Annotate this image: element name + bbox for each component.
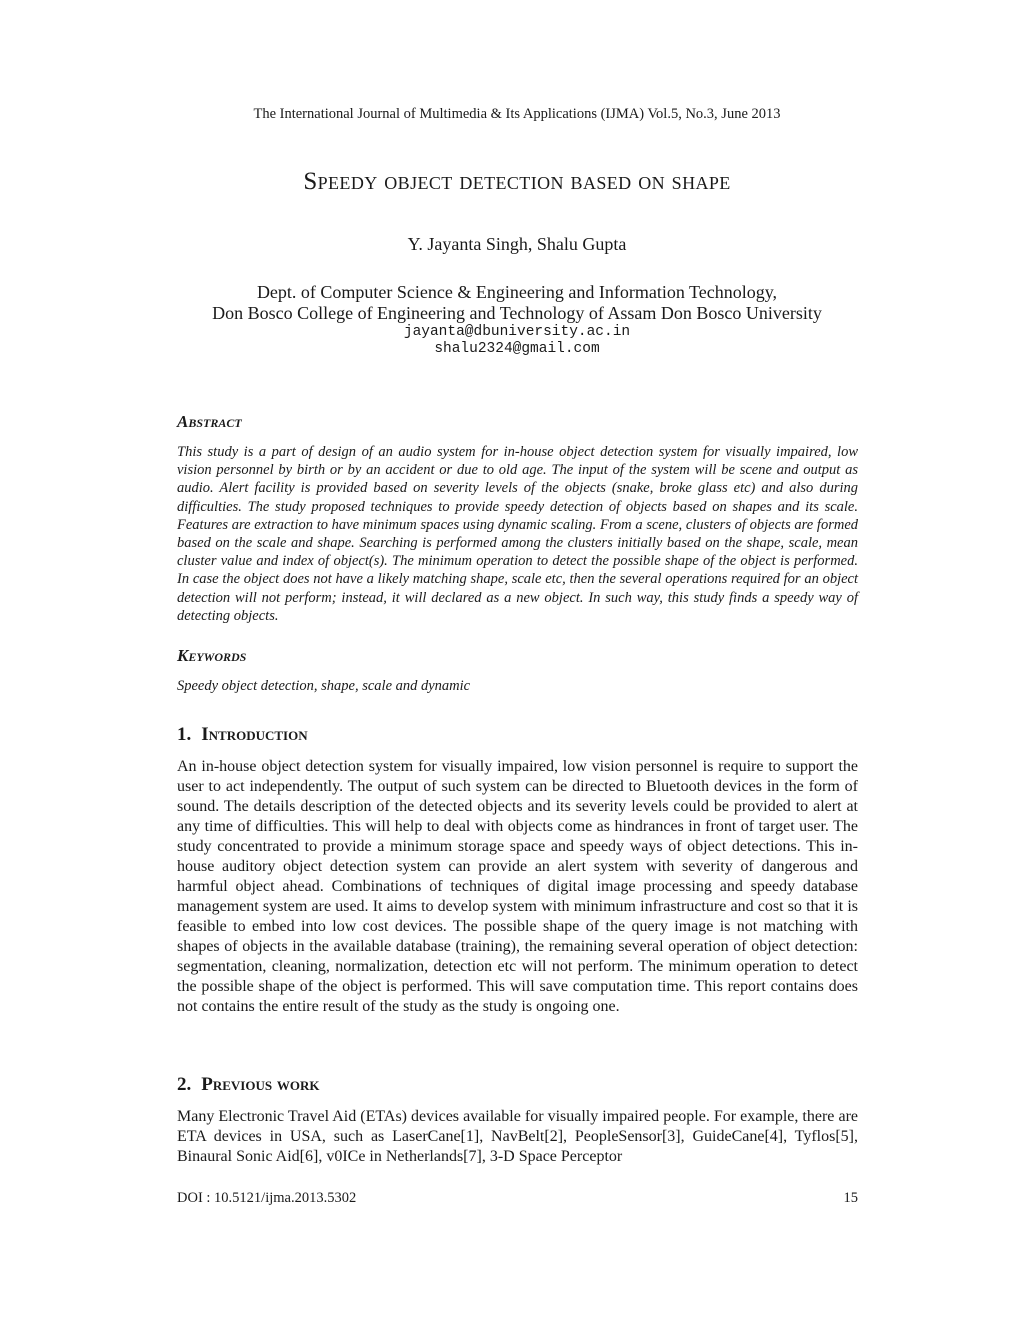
affiliation-line-2: Don Bosco College of Engineering and Technology of Assam Don Bosco University bbox=[212, 303, 822, 323]
footer-doi[interactable]: DOI : 10.5121/ijma.2013.5302 bbox=[177, 1190, 357, 1206]
section-heading-introduction bbox=[177, 724, 858, 746]
section-number: 2. bbox=[177, 1074, 192, 1095]
abstract-heading: Abstract bbox=[177, 412, 242, 431]
section-number: 1. bbox=[177, 724, 192, 745]
author-email-1[interactable]: jayanta@dbuniversity.ac.in bbox=[403, 324, 631, 340]
affiliation-line-1: Dept. of Computer Science & Engineering and Information Technology, bbox=[256, 282, 778, 302]
affiliation-block bbox=[0, 282, 1024, 358]
abstract-heading-block bbox=[177, 412, 858, 432]
keywords-text: Speedy object detection, shape, scale and dynamic bbox=[177, 678, 471, 694]
introduction-text: An in-house object detection system for visually impaired, low vision personnel is require to support the user to act independently. The output of such system can be directed to Bluetooth devices in the form of sound. The details description of the detected objects and its severity levels could be provided to alert at any time of difficulties. This will help to deal with objects come as hindrances in front of target user. The study concentrated to provide a minimum storage space and speedy ways of object detections. This in-house auditory object detection system can provide an alert system with severity of dangerous and harmful object ahead. Combinations of techniques of digital image processing and speedy database management system are used. It aims to develop system with minimum infrastructure and cost so that it is feasible to embed into low cost devices. The possible shape of the query image is not matching with shapes of objects in the available database (training), the remaining several operation of object detection: segmentation, cleaning, normalization, detection etc will not perform. The minimum operation to detect the possible shape of the object is performed. This will save computation time. This report contains does not contains the entire result of the study as the study is ongoing one. bbox=[177, 758, 858, 1015]
keywords-heading-block bbox=[177, 646, 858, 666]
author-email-2[interactable]: shalu2324@gmail.com bbox=[434, 341, 600, 357]
paper-authors: Y. Jayanta Singh, Shalu Gupta bbox=[407, 234, 627, 254]
section-title: Previous work bbox=[201, 1074, 320, 1095]
abstract-text: This study is a part of design of an audio system for in-house object detection system for visually impaired, low vision personnel by birth or by an accident or due to old age. The input of the system will be scene and output as audio. Alert facility is provided based on severity levels of the objects (snake, broke glass etc) and also during difficulties. The study proposed techniques to provide speedy detection of objects based on shapes and its scale. Features are extraction to have minimum spaces using dynamic scaling. From a scene, clusters of objects are formed based on the scale and shape. Searching is performed among the clusters initially based on the shape, scale, mean cluster value and index of object(s). The minimum operation to detect the possible shape of the object is performed. In case the object does not have a likely matching shape, scale etc, then the several operations required for an object detection will not perform; instead, it will declared as a new object. In such way, this study finds a speedy way of detecting objects. bbox=[177, 444, 858, 624]
section-title: Introduction bbox=[201, 724, 308, 745]
previous-work-text: Many Electronic Travel Aid (ETAs) devices available for visually impaired people. For example, there are ETA devices in USA, such as LaserCane[1], NavBelt[2], PeopleSensor[3], GuideCane[4], Tyflos[5], Binaural Sonic Aid[6], v0ICe in Netherlands[7], 3-D Space Perceptor bbox=[177, 1108, 858, 1165]
previous-work-body bbox=[177, 1107, 858, 1167]
keywords-heading: Keywords bbox=[177, 646, 247, 665]
page-number: 15 bbox=[843, 1190, 858, 1206]
running-head: The International Journal of Multimedia & Its Applications (IJMA) Vol.5, No.3, June 2013 bbox=[253, 106, 781, 122]
keywords-block bbox=[177, 677, 858, 695]
abstract-block bbox=[177, 443, 858, 625]
introduction-body bbox=[177, 757, 858, 1017]
section-heading-previous-work bbox=[177, 1074, 858, 1096]
paper-title: Speedy object detection based on shape bbox=[303, 168, 731, 195]
